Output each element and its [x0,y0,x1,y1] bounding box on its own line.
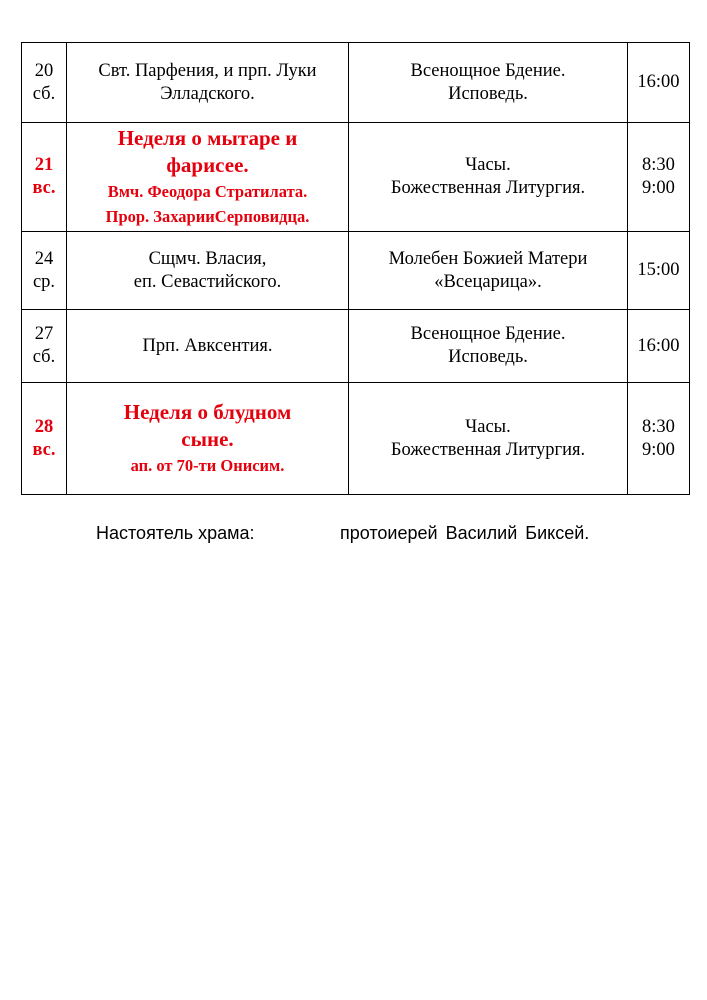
time-cell [628,123,690,232]
service-line: Исповедь. [448,347,528,367]
feast-title-line: фарисее. [166,153,249,177]
time-value: 16:00 [637,335,680,356]
saint-cell [67,43,349,123]
date-cell [22,383,67,495]
service-line: Божественная Литургия. [390,178,586,198]
weekday: вс. [32,439,56,460]
saint-line: Свт. Парфения, и прп. Луки [98,60,317,81]
table-row [22,43,690,123]
time-value: 16:00 [637,72,680,92]
service-line: «Всецарица». [434,271,542,292]
time-value: 9:00 [642,178,675,198]
service-cell [349,232,628,310]
service-line: Всенощное Бдение. [410,60,566,81]
service-cell [349,383,628,495]
table-row [22,232,690,310]
time-cell [628,310,690,383]
saint-line: Вмч. Феодора Стратилата. [107,182,308,201]
service-line: Часы. [465,416,511,437]
weekday: ср. [32,271,56,292]
day-number: 21 [34,155,54,175]
time-cell [628,232,690,310]
service-line: Исповедь. [448,83,528,104]
weekday: вс. [32,178,56,198]
feast-title-line: Неделя о блудном [123,400,292,424]
saint-line: Сщмч. Власия, [148,248,267,269]
rector-name: протоиерей Василий Биксей. [340,523,590,543]
service-line: Всенощное Бдение. [410,324,566,344]
day-number: 20 [34,60,54,81]
service-cell [349,43,628,123]
table-row [22,383,690,495]
service-line: Молебен Божией Матери [388,248,588,269]
saint-line: Прп. Авксентия. [142,335,273,356]
saint-cell [67,310,349,383]
saint-line: ап. от 70-ти Онисим. [130,456,285,475]
time-cell [628,383,690,495]
date-cell [22,123,67,232]
time-value: 15:00 [637,260,680,280]
day-number: 28 [34,416,54,437]
day-number: 27 [34,324,54,344]
weekday: сб. [32,347,56,367]
service-cell [349,123,628,232]
rector-label: Настоятель храма: [96,523,255,543]
saint-line: Прор. ЗахарииСерповидца. [105,207,310,226]
date-cell [22,43,67,123]
date-cell [22,232,67,310]
time-cell [628,43,690,123]
schedule-table [21,42,690,495]
weekday: сб. [32,83,56,104]
saint-line: Элладского. [160,83,255,104]
day-number: 24 [34,248,54,269]
table-row [22,310,690,383]
time-value: 8:30 [642,416,675,437]
saint-cell [67,383,349,495]
time-value: 9:00 [642,439,675,460]
service-line: Часы. [465,155,511,175]
service-line: Божественная Литургия. [390,439,586,460]
time-value: 8:30 [642,155,675,175]
date-cell [22,310,67,383]
feast-title-line: сыне. [181,427,234,451]
service-cell [349,310,628,383]
saint-line: еп. Севастийского. [133,271,282,292]
saint-cell [67,123,349,232]
saint-cell [67,232,349,310]
feast-title-line: Неделя о мытаре и [117,126,298,150]
table-row [22,123,690,232]
